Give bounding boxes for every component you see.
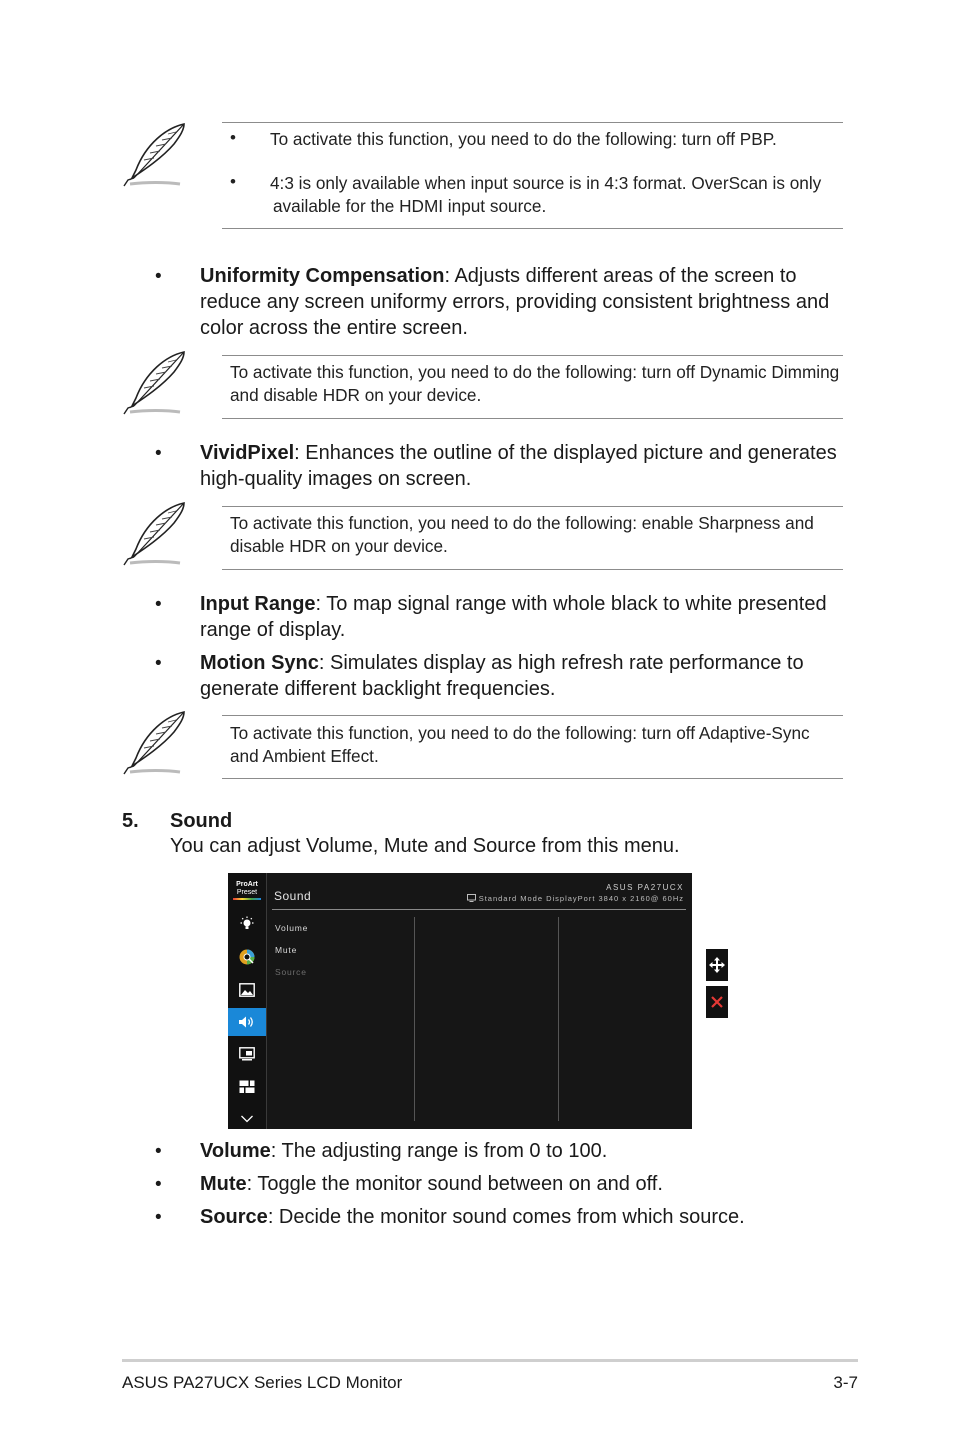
item-text: range of display. <box>200 619 346 641</box>
item-text: : Adjusts different areas of the screen to <box>444 265 797 287</box>
chevron-down-icon <box>240 1114 254 1124</box>
item-text: color across the entire screen. <box>200 317 468 339</box>
vividpixel-item <box>200 440 840 492</box>
item-text: reduce any screen uniformy errors, providing consistent brightness and <box>200 291 830 313</box>
note-2-line-2: and disable HDR on your device. <box>230 385 482 405</box>
note-1-bullet-2: 4:3 is only available when input source is in 4:3 format. OverScan is only <box>270 173 822 193</box>
logo-text: Preset <box>236 889 258 896</box>
item-term: VividPixel <box>200 442 295 464</box>
bullet: • <box>155 1141 162 1162</box>
proart-logo <box>233 881 261 900</box>
move-arrows-icon <box>708 956 726 974</box>
bullet: • <box>155 443 162 464</box>
feather-icon <box>122 501 190 567</box>
item-term: Motion Sync <box>200 652 319 674</box>
osd-menu-item-source[interactable]: Source <box>275 967 307 977</box>
sidebar-item-system[interactable] <box>228 1074 266 1100</box>
close-icon <box>710 995 724 1009</box>
note-top-rule <box>222 506 843 507</box>
input-range-item <box>200 591 840 643</box>
osd-menu-screenshot <box>228 873 692 1129</box>
speaker-icon <box>238 1015 256 1029</box>
sidebar-item-image[interactable] <box>228 977 266 1003</box>
item-term: Source <box>200 1206 268 1228</box>
volume-item <box>200 1138 840 1164</box>
sidebar-item-sound[interactable] <box>228 1008 266 1036</box>
item-text: : To map signal range with whole black to white presented <box>315 593 827 615</box>
item-text: generate different backlight frequencies. <box>200 678 556 700</box>
navigate-control[interactable] <box>706 949 728 981</box>
osd-sidebar <box>228 873 267 1129</box>
item-term: Mute <box>200 1173 247 1195</box>
note-1-bullet-1: To activate this function, you need to do the following: turn off PBP. <box>270 129 777 149</box>
note-1-bullet-2-cont: available for the HDMI input source. <box>273 196 547 216</box>
mute-item <box>200 1171 840 1197</box>
uniformity-compensation-item <box>200 263 840 341</box>
section-description: You can adjust Volume, Mute and Source from this menu. <box>170 835 680 857</box>
color-wheel-icon <box>238 948 256 966</box>
item-text: : Enhances the outline of the displayed picture and generates <box>294 442 837 464</box>
page-number: 3-7 <box>833 1373 858 1392</box>
bullet: • <box>155 266 162 287</box>
note-bottom-rule <box>222 569 843 570</box>
osd-column-divider <box>414 917 415 1121</box>
sidebar-item-color[interactable] <box>228 944 266 970</box>
osd-column-divider <box>558 917 559 1121</box>
note-bottom-rule <box>222 228 843 229</box>
osd-status-text: Standard Mode DisplayPort 3840 x 2160@ 60Hz <box>478 894 684 903</box>
note-top-rule <box>222 355 843 356</box>
sidebar-scroll-down[interactable] <box>228 1106 266 1129</box>
bullet: • <box>155 594 162 615</box>
close-control[interactable] <box>706 986 728 1018</box>
osd-title: Sound <box>274 889 312 903</box>
note-top-rule <box>222 715 843 716</box>
item-text: : Decide the monitor sound comes from which source. <box>267 1206 745 1228</box>
feather-icon <box>122 122 190 188</box>
grid-menu-icon <box>239 1080 255 1094</box>
osd-menu-item-volume[interactable]: Volume <box>275 923 309 933</box>
item-term: Input Range <box>200 593 316 615</box>
note-bullet: • <box>230 172 236 191</box>
bulb-icon <box>239 916 255 932</box>
feather-icon <box>122 350 190 416</box>
note-top-rule <box>222 122 843 123</box>
sidebar-item-pip[interactable] <box>228 1041 266 1067</box>
logo-text: ProArt <box>236 881 258 888</box>
note-4-line-1: To activate this function, you need to do the following: turn off Adaptive-Sync <box>230 723 810 743</box>
note-bottom-rule <box>222 418 843 419</box>
item-text: : Toggle the monitor sound between on and off. <box>246 1173 663 1195</box>
note-2-line-1: To activate this function, you need to do the following: turn off Dynamic Dimming <box>230 362 840 382</box>
section-title: Sound <box>170 810 233 832</box>
item-term: Uniformity Compensation <box>200 265 445 287</box>
note-4-line-2: and Ambient Effect. <box>230 746 379 766</box>
osd-header-divider <box>272 909 686 910</box>
note-3-line-1: To activate this function, you need to do the following: enable Sharpness and <box>230 513 814 533</box>
footer-title: ASUS PA27UCX Series LCD Monitor <box>122 1373 403 1392</box>
osd-model: ASUS PA27UCX <box>606 883 684 892</box>
item-text: : The adjusting range is from 0 to 100. <box>270 1140 608 1162</box>
osd-status-bar <box>467 894 684 903</box>
section-number: 5. <box>122 810 139 832</box>
source-item <box>200 1204 840 1230</box>
bullet: • <box>155 1174 162 1195</box>
bullet: • <box>155 653 162 674</box>
footer-rule <box>122 1359 858 1362</box>
monitor-icon <box>467 894 476 902</box>
note-bullet: • <box>230 128 236 147</box>
osd-menu-item-mute[interactable]: Mute <box>275 945 298 955</box>
image-icon <box>239 983 255 997</box>
item-term: Volume <box>200 1140 271 1162</box>
feather-icon <box>122 710 190 776</box>
motion-sync-item <box>200 650 840 702</box>
pip-icon <box>239 1047 255 1061</box>
sidebar-item-brightness[interactable] <box>228 911 266 937</box>
note-bottom-rule <box>222 778 843 779</box>
item-text: high-quality images on screen. <box>200 468 472 490</box>
note-3-line-2: disable HDR on your device. <box>230 536 448 556</box>
item-text: : Simulates display as high refresh rate performance to <box>318 652 804 674</box>
bullet: • <box>155 1207 162 1228</box>
